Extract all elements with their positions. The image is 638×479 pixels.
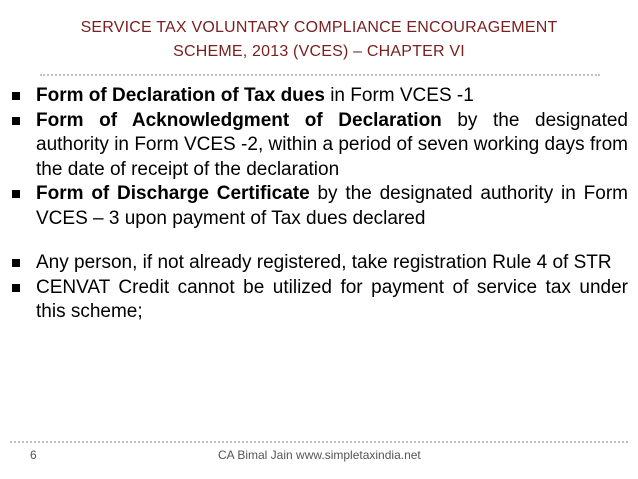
slide-title <box>20 16 618 64</box>
slide-title-line-2: SCHEME, 2013 (VCES) – CHAPTER VI <box>173 43 465 60</box>
bullet-item-cenvat-credit <box>10 276 628 325</box>
square-bullet-icon <box>12 190 20 198</box>
bullet-bold-text: Form of Discharge Certificate <box>36 183 310 204</box>
bullet-text: CENVAT Credit cannot be utilized for payment of service tax under this scheme; <box>36 276 628 322</box>
bullet-text: in Form VCES -1 <box>324 85 474 106</box>
square-bullet-icon <box>12 117 20 125</box>
footer-divider <box>10 441 628 443</box>
title-divider <box>40 74 600 76</box>
bullet-bold-text: Form of Declaration of Tax dues <box>36 85 325 106</box>
bullet-item-declaration-form <box>10 84 628 109</box>
bullet-bold-text: Form of Acknowledgment of Declaration <box>36 109 442 131</box>
bullet-item-acknowledgment-form <box>10 109 628 183</box>
square-bullet-icon <box>12 259 20 267</box>
bullet-text: by the designated authority in Form VCES – 3 upon payment of Tax dues declared <box>36 183 628 229</box>
slide-title-line-1: SERVICE TAX VOLUNTARY COMPLIANCE ENCOURAGEMENT <box>80 19 558 36</box>
bullet-item-registration <box>10 251 628 276</box>
bullet-item-discharge-certificate <box>10 182 628 231</box>
bullet-text: Any person, if not already registered, take registration Rule 4 of STR <box>36 252 612 273</box>
square-bullet-icon <box>12 92 20 100</box>
square-bullet-icon <box>12 284 20 292</box>
bullet-text: by the designated authority in Form VCES -2, within a period of seven working days from the date of receipt of the declaration <box>36 109 628 180</box>
bullet-list <box>10 84 628 325</box>
footer-credit: CA Bimal Jain www.simpletaxindia.net <box>218 448 421 462</box>
page-number: 6 <box>30 448 37 462</box>
